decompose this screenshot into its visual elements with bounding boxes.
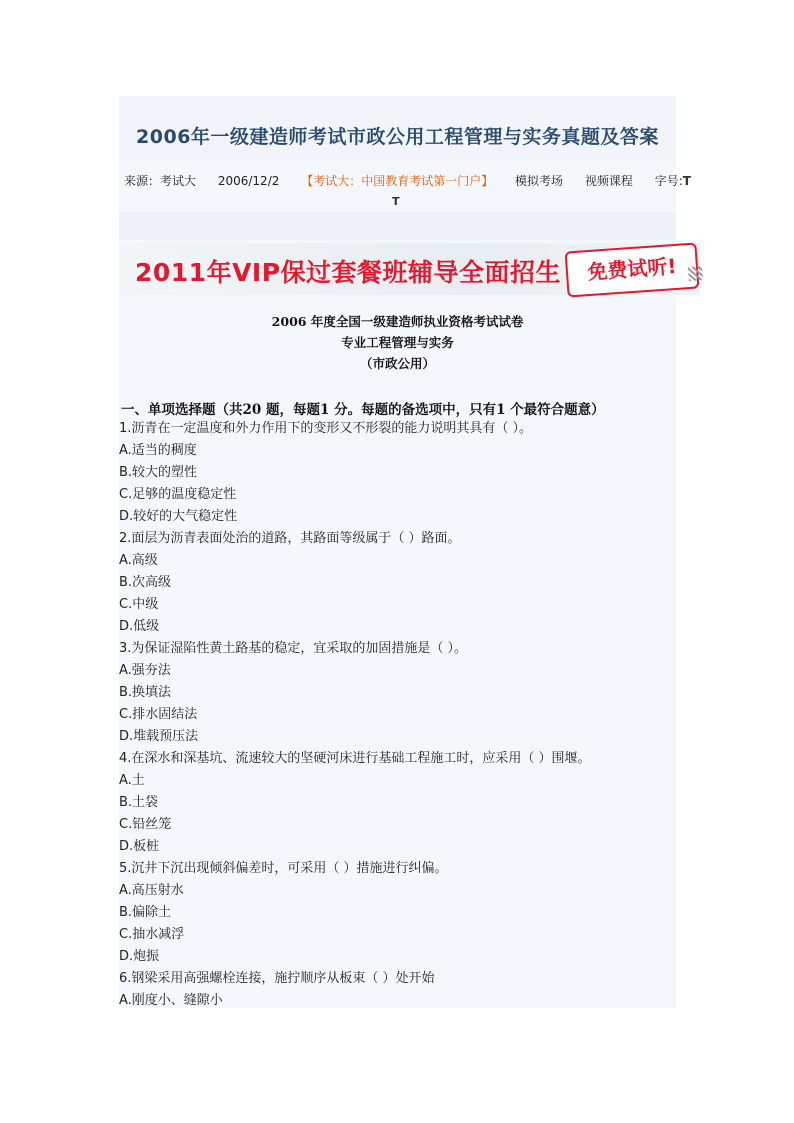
option-line: C.足够的温度稳定性: [119, 487, 237, 502]
mock-exam-link[interactable]: 模拟考场: [515, 174, 564, 188]
option-line: C.铅丝笼: [119, 817, 172, 832]
option-line: A.土: [119, 773, 145, 788]
font-size-label: 字号:: [654, 174, 683, 188]
video-course-link[interactable]: 视频课程: [584, 174, 633, 188]
option-line: D.板桩: [119, 839, 160, 854]
publish-date: 2006/12/2: [217, 174, 280, 188]
option-line: D.堆载预压法: [119, 729, 199, 744]
article-title: 2006年一级建造师考试市政公用工程管理与实务真题及答案: [136, 126, 659, 148]
font-size-large-button[interactable]: T: [682, 174, 691, 188]
article-meta: [124, 172, 691, 189]
question-line: 2.面层为沥青表面处治的道路，其路面等级属于（ ）路面。: [119, 531, 461, 546]
paper-title: 2006 年度全国一级建造师执业资格考试试卷: [271, 314, 524, 329]
question-line: 4.在深水和深基坑、流速较大的坚硬河床进行基础工程施工时，应采用（ ）围堰。: [119, 751, 591, 766]
question-line: 1.沥青在一定温度和外力作用下的变形又不形裂的能力说明其具有（ ）。: [119, 421, 533, 436]
question-line: 6.钢梁采用高强螺栓连接，施拧顺序从板束（ ）处开始: [119, 971, 435, 986]
paper-category: （市政公用）: [359, 356, 435, 371]
free-trial-badge[interactable]: 免费试听!: [565, 242, 700, 297]
option-line: C.中级: [119, 597, 159, 612]
option-line: D.较好的大气稳定性: [119, 509, 238, 524]
question-line: 5.沉井下沉出现倾斜偏差时，可采用（ ）措施进行纠偏。: [119, 861, 448, 876]
option-line: A.高级: [119, 553, 158, 568]
option-line: B.换填法: [119, 685, 172, 700]
option-line: B.较大的塑性: [119, 465, 198, 480]
option-line: A.强夯法: [119, 663, 171, 678]
section-heading: 一、单项选择题（共20 题，每题1 分。每题的备选项中，只有1 个最符合题意）: [121, 402, 605, 418]
option-line: D.低级: [119, 619, 160, 634]
option-line: B.次高级: [119, 575, 172, 590]
source-label: 来源：考试大: [124, 174, 197, 188]
question-line: 3.为保证湿陷性黄土路基的稳定，宜采取的加固措施是（ ）。: [119, 641, 468, 656]
option-line: D.炮振: [119, 949, 160, 964]
promo-banner[interactable]: [119, 243, 700, 295]
option-line: C.抽水减浮: [119, 927, 185, 942]
spacer-band: [119, 212, 676, 240]
question-list: [119, 418, 689, 1012]
option-line: B.土袋: [119, 795, 159, 810]
option-line: A.高压射水: [119, 883, 184, 898]
font-size-small-button[interactable]: T: [392, 195, 400, 208]
paper-subject: 专业工程管理与实务: [341, 335, 454, 350]
banner-text: 2011年VIP保过套餐班辅导全面招生: [135, 258, 562, 287]
option-line: A.适当的稠度: [119, 443, 197, 458]
option-line: A.刚度小、缝隙小: [119, 993, 223, 1008]
option-line: C.排水固结法: [119, 707, 198, 722]
option-line: B.偏除土: [119, 905, 172, 920]
portal-link[interactable]: 【考试大：中国教育考试第一门户】: [301, 174, 494, 188]
